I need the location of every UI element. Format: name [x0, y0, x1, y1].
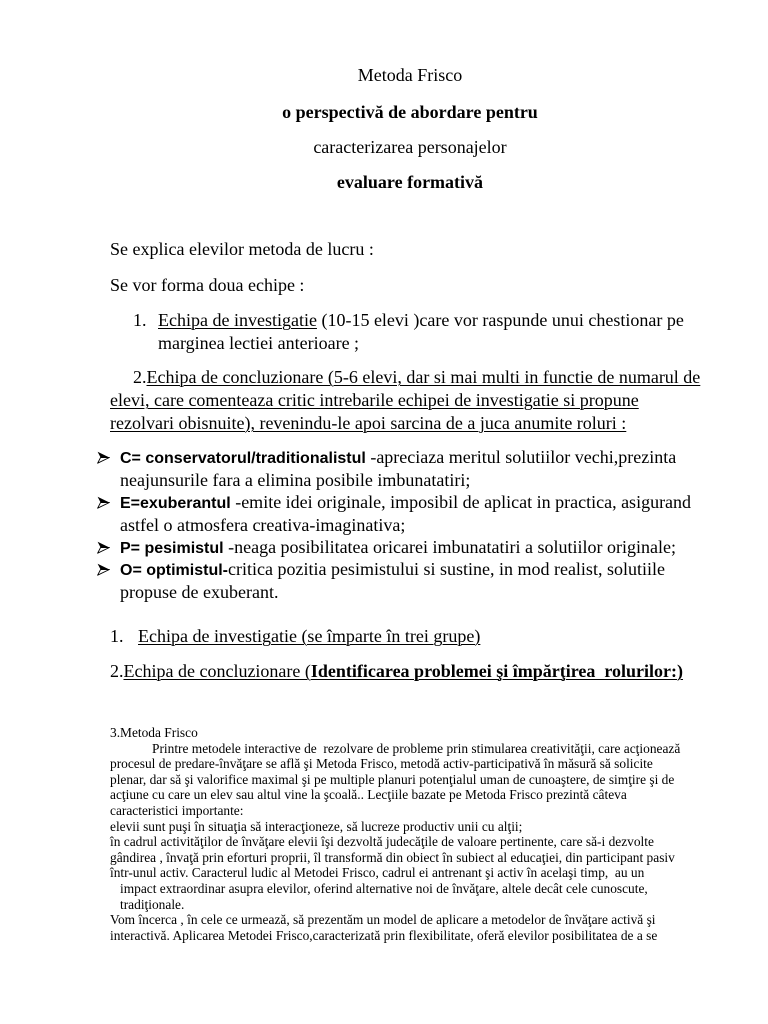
paragraph-line: în cadrul activităţilor de învăţare elevii îşi dezvoltă judecăţile de valoare pertinente, care să-i dezvolte: [110, 834, 654, 850]
intro-explain: Se explica elevilor metoda de lucru :: [110, 239, 374, 259]
group-item-conclusion: [110, 660, 683, 683]
list-number: 1.: [133, 310, 147, 330]
team-description-cont: marginea lectiei anterioare ;: [158, 333, 360, 353]
group-text: Echipa de investigatie (se împarte în trei grupe): [138, 626, 481, 646]
arrow-bullet-icon: [97, 541, 110, 554]
arrow-bullet-icon: [97, 451, 110, 464]
role-description-cont: propuse de exuberant.: [120, 582, 279, 602]
section-heading: 3.Metoda Frisco: [110, 725, 198, 740]
doc-evaluation-type: evaluare formativă: [336, 172, 484, 192]
role-item-optimist: [97, 558, 665, 582]
list-number: 2.: [133, 367, 147, 387]
role-description: -neaga posibilitatea oricarei imbunatatiri a solutiilor originale;: [223, 537, 676, 557]
role-label: P= pesimistul: [120, 540, 224, 557]
role-description: critica pozitia pesimistului si sustine, in mod realist, solutiile: [228, 559, 665, 579]
paragraph-line: caracteristici importante:: [110, 802, 244, 818]
doc-subtitle: o perspectivă de abordare pentru: [282, 102, 538, 122]
team-conclusion-line: elevi, care comenteaza critic intrebarile echipei de investigatie si propune: [110, 390, 639, 410]
paragraph-line: plenar, dar să şi valorifice maximal şi pe multiple planuri potenţialul uman de cunoaştere, de simţire şi de: [110, 771, 675, 787]
group-item-investigation: [110, 625, 480, 648]
paragraph-line: impact extraordinar asupra elevilor, oferind alternative noi de învăţare, altele decât cele cunoscute,: [120, 880, 648, 896]
team-conclusion-line: Echipa de concluzionare (5-6 elevi, dar si mai multi in functie de numarul de: [146, 367, 701, 387]
paragraph-line: acţiune cu care un elev sau altul vine la şcoală.. Lecţiile bazate pe Metoda Frisco prezintă câteva: [110, 787, 627, 803]
intro-teams: Se vor forma doua echipe :: [110, 275, 305, 295]
role-label: E=exuberantul: [120, 495, 231, 512]
paragraph-line: procesul de predare-învăţare se află şi Metoda Frisco, metodă activ-participativă în măsură să solicite: [110, 756, 653, 772]
doc-topic: caracterizarea personajelor: [313, 137, 507, 157]
paragraph-line: gândirea , învaţă prin eforturi proprii, îl transformă din obiect în subiect al educaţiei, din participant pasiv: [110, 849, 675, 865]
group-text: Echipa de concluzionare (: [123, 661, 311, 681]
paragraph-line: elevii sunt puşi în situaţia să interacţioneze, să lucreze productiv unii cu alţii;: [110, 818, 523, 834]
role-item-exuberant: [97, 491, 691, 515]
arrow-bullet-icon: [97, 563, 110, 576]
paragraph-line: interactivă. Aplicarea Metodei Frisco,caracterizată prin flexibilitate, oferă elevilor posibilitatea de a se: [110, 927, 658, 943]
list-number: 2.: [110, 661, 124, 681]
role-item-conservator: [97, 446, 676, 470]
paragraph-line: tradiţionale.: [120, 896, 185, 912]
team-name: Echipa de investigatie: [158, 310, 317, 330]
role-item-pessimist: [97, 536, 676, 560]
role-description: -emite idei originale, imposibil de aplicat in practica, asigurand: [230, 492, 692, 512]
arrow-bullet-icon: [97, 496, 110, 509]
role-description-cont: neajunsurile fara a elimina posibile imbunatatiri;: [120, 470, 471, 490]
team-conclusion-item: [133, 366, 700, 389]
role-label: C= conservatorul/traditionalistul: [120, 450, 366, 467]
team-conclusion-line: rezolvari obisnuite), revenindu-le apoi sarcina de a juca anumite roluri :: [110, 413, 627, 433]
paragraph-line: într-unul activ. Caracterul ludic al Metodei Frisco, cadrul ei antrenant şi activ în acelaşi timp, au un: [110, 865, 645, 881]
role-label: O= optimistul-: [120, 562, 228, 579]
group-text-bold: Identificarea problemei şi împărţirea rolurilor:): [310, 661, 684, 681]
role-description-cont: astfel o atmosfera creativa-imaginativa;: [120, 515, 406, 535]
section-3: [110, 725, 750, 943]
list-number: 1.: [110, 626, 124, 646]
doc-title: Metoda Frisco: [357, 65, 463, 85]
team-investigation-item: [133, 309, 684, 332]
paragraph-line: Printre metodele interactive de rezolvare de probleme prin stimularea creativităţii, care acţionează: [152, 740, 681, 756]
paragraph-line: Vom încerca , în cele ce urmează, să prezentăm un model de aplicare a metodelor de învăţare activă şi: [110, 912, 656, 928]
role-description: -apreciaza meritul solutiilor vechi,prezinta: [365, 447, 677, 467]
team-description: (10-15 elevi )care vor raspunde unui chestionar pe: [316, 310, 684, 330]
